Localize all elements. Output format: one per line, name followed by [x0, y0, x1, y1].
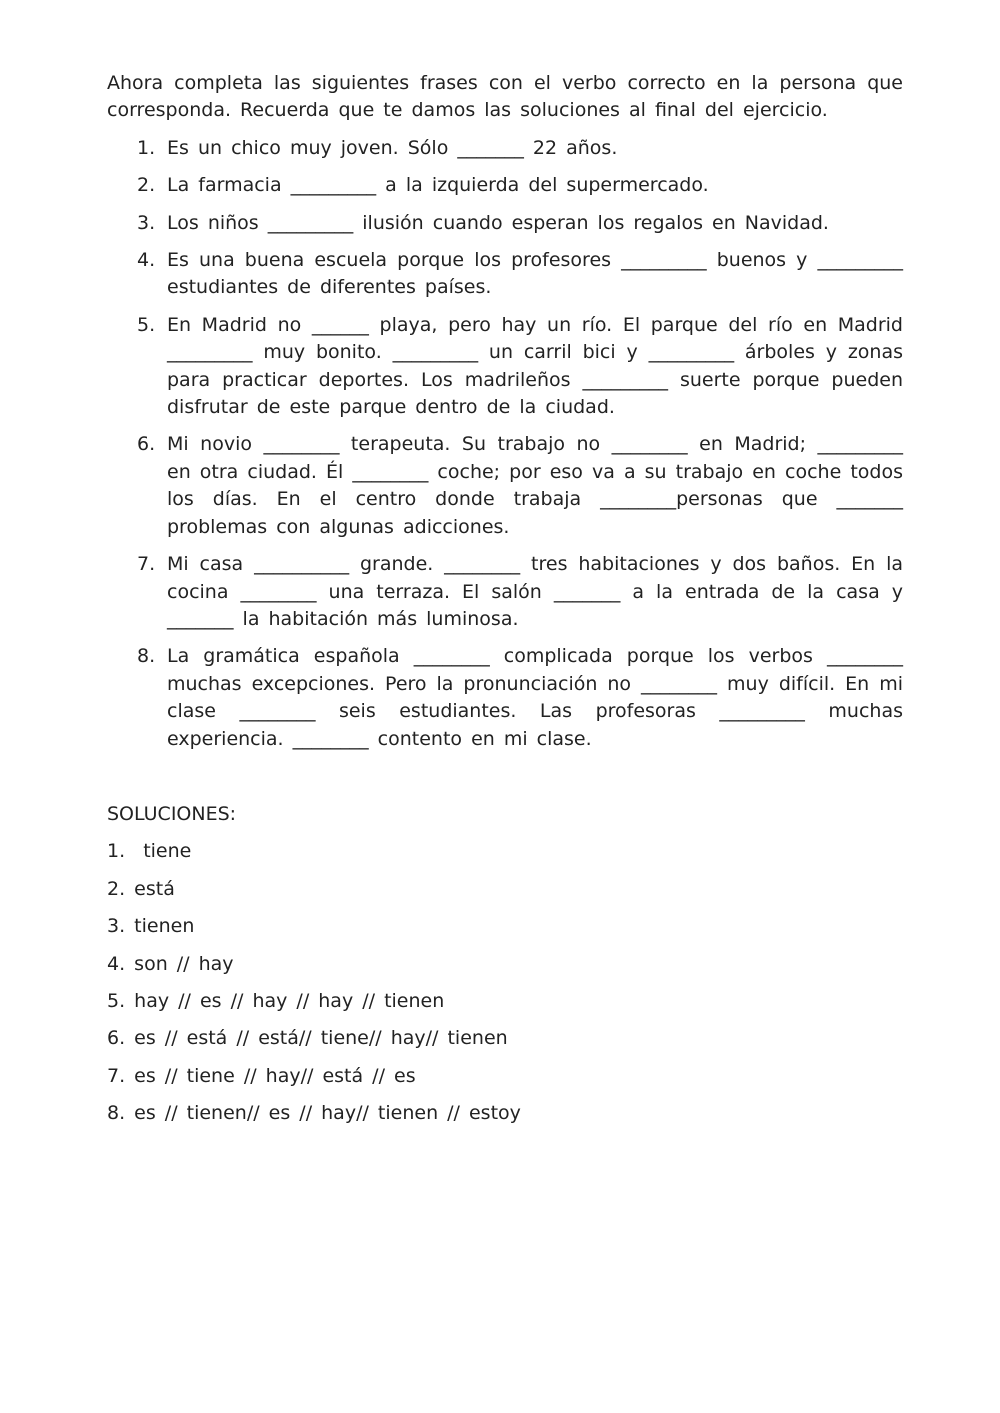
- instructions-text: Ahora completa las siguientes frases con el verbo correcto en la persona que corresponda. Recuerda que te damos las soluciones al final del ejercicio.: [107, 72, 903, 122]
- solution-item: 4. son // hay: [107, 952, 234, 975]
- solution-item: 5. hay // es // hay // hay // tienen: [107, 989, 445, 1012]
- worksheet: [107, 70, 903, 1138]
- exercise-text: En Madrid no ______ playa, pero hay un río. El parque del río en Madrid _________ muy bonito. _________ un carril bici y _________ árboles y zonas para practicar deportes. Los madrileños _________ suerte porque pueden disfrutar de este parque dentro de la ciudad.: [167, 313, 903, 419]
- exercise-list: [107, 135, 903, 753]
- exercise-text: La farmacia _________ a la izquierda del supermercado.: [167, 174, 709, 197]
- exercise-text: Mi novio ________ terapeuta. Su trabajo no ________ en Madrid; _________ en otra ciudad. Él ________ coche; por eso va a su trabajo en coche todos los días. En el centro donde trabaja ________personas que _______ problemas con algunas adicciones.: [167, 433, 903, 538]
- exercise-number: 7.: [137, 553, 156, 576]
- solution-item: 7. es // tiene // hay// está // es: [107, 1064, 416, 1087]
- exercise-number: 4.: [137, 249, 156, 272]
- exercise-item-3: [107, 210, 903, 237]
- exercise-number: 6.: [137, 433, 156, 456]
- exercise-number: 1.: [137, 136, 156, 159]
- exercise-item-8: [107, 643, 903, 753]
- exercise-item-2: [107, 172, 903, 199]
- exercise-item-5: [107, 312, 903, 422]
- exercise-item-1: [107, 135, 903, 162]
- exercise-text: Es una buena escuela porque los profesores _________ buenos y _________ estudiantes de diferentes países.: [167, 249, 903, 299]
- solution-item: 3. tienen: [107, 915, 195, 938]
- exercise-item-6: [107, 431, 903, 541]
- solution-item: 2. está: [107, 877, 175, 900]
- solutions-heading: SOLUCIONES:: [107, 802, 237, 825]
- exercise-text: Los niños _________ ilusión cuando esperan los regalos en Navidad.: [167, 211, 829, 234]
- exercise-text: Mi casa __________ grande. ________ tres habitaciones y dos baños. En la cocina ________ una terraza. El salón _______ a la entrada de la casa y _______ la habitación más luminosa.: [167, 553, 903, 630]
- exercise-text: La gramática española ________ complicada porque los verbos ________ muchas excepciones. Pero la pronunciación no ________ muy difícil. En mi clase ________ seis estudiantes. Las profesoras _________ muchas experiencia. ________ contento en mi clase.: [167, 645, 903, 750]
- solution-item: 8. es // tienen// es // hay// tienen // estoy: [107, 1102, 521, 1125]
- exercise-number: 8.: [137, 645, 156, 668]
- exercise-item-7: [107, 551, 903, 633]
- exercise-number: 5.: [137, 313, 156, 336]
- exercise-item-4: [107, 247, 903, 302]
- solution-item: 1. tiene: [107, 840, 192, 863]
- exercise-text: Es un chico muy joven. Sólo _______ 22 años.: [167, 136, 618, 159]
- exercise-number: 2.: [137, 174, 156, 197]
- solutions-list: [107, 838, 903, 1127]
- exercise-number: 3.: [137, 211, 156, 234]
- solution-item: 6. es // está // está// tiene// hay// tienen: [107, 1027, 508, 1050]
